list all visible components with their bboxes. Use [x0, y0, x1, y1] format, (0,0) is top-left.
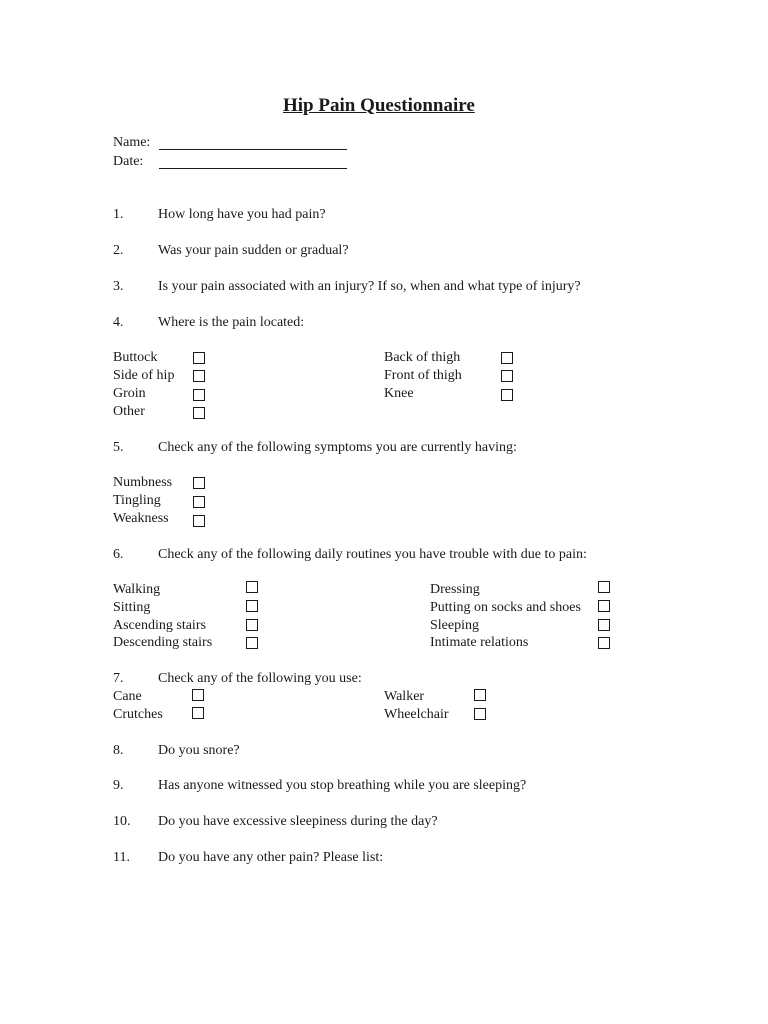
option-label-putting-on-socks-and-shoes: Putting on socks and shoes	[430, 600, 581, 615]
question-11-text: Do you have any other pain? Please list:	[158, 850, 384, 865]
checkbox-walking[interactable]	[246, 581, 258, 593]
option-label-cane: Cane	[113, 689, 142, 704]
option-label-descending-stairs: Descending stairs	[113, 635, 213, 650]
question-8-number: 8.	[113, 743, 124, 758]
checkbox-knee[interactable]	[501, 389, 513, 401]
option-label-weakness: Weakness	[113, 511, 169, 526]
name-field[interactable]	[159, 149, 347, 150]
checkbox-buttock[interactable]	[193, 352, 205, 364]
option-label-intimate-relations: Intimate relations	[430, 635, 529, 650]
checkbox-cane[interactable]	[192, 689, 204, 701]
question-2-number: 2.	[113, 243, 124, 258]
option-label-numbness: Numbness	[113, 475, 173, 490]
option-label-back-of-thigh: Back of thigh	[384, 350, 461, 365]
checkbox-crutches[interactable]	[192, 707, 204, 719]
option-label-dressing: Dressing	[430, 582, 480, 597]
question-5-text: Check any of the following symptoms you are currently having:	[158, 440, 517, 455]
option-label-front-of-thigh: Front of thigh	[384, 368, 462, 383]
question-2-text: Was your pain sudden or gradual?	[158, 243, 349, 258]
question-3-number: 3.	[113, 279, 124, 294]
question-7-number: 7.	[113, 671, 124, 686]
question-8-text: Do you snore?	[158, 743, 240, 758]
question-1-text: How long have you had pain?	[158, 207, 326, 222]
option-label-knee: Knee	[384, 386, 414, 401]
checkbox-walker[interactable]	[474, 689, 486, 701]
checkbox-groin[interactable]	[193, 389, 205, 401]
question-10-text: Do you have excessive sleepiness during the day?	[158, 814, 438, 829]
option-label-side-of-hip: Side of hip	[113, 368, 175, 383]
option-label-buttock: Buttock	[113, 350, 158, 365]
option-label-other: Other	[113, 404, 145, 419]
question-6-text: Check any of the following daily routines you have trouble with due to pain:	[158, 547, 587, 562]
question-1-number: 1.	[113, 207, 124, 222]
checkbox-side-of-hip[interactable]	[193, 370, 205, 382]
option-label-sleeping: Sleeping	[430, 618, 479, 633]
option-label-groin: Groin	[113, 386, 146, 401]
checkbox-weakness[interactable]	[193, 515, 205, 527]
option-label-sitting: Sitting	[113, 600, 151, 615]
checkbox-descending-stairs[interactable]	[246, 637, 258, 649]
question-3-text: Is your pain associated with an injury? If so, when and what type of injury?	[158, 279, 581, 294]
checkbox-sitting[interactable]	[246, 600, 258, 612]
option-label-crutches: Crutches	[113, 707, 163, 722]
option-label-walking: Walking	[113, 582, 161, 597]
checkbox-ascending-stairs[interactable]	[246, 619, 258, 631]
checkbox-dressing[interactable]	[598, 581, 610, 593]
question-6-number: 6.	[113, 547, 124, 562]
date-label: Date:	[113, 154, 144, 169]
checkbox-front-of-thigh[interactable]	[501, 370, 513, 382]
option-label-wheelchair: Wheelchair	[384, 707, 449, 722]
question-4-number: 4.	[113, 315, 124, 330]
checkbox-intimate-relations[interactable]	[598, 637, 610, 649]
option-label-walker: Walker	[384, 689, 425, 704]
question-5-number: 5.	[113, 440, 124, 455]
checkbox-sleeping[interactable]	[598, 619, 610, 631]
checkbox-tingling[interactable]	[193, 496, 205, 508]
checkbox-back-of-thigh[interactable]	[501, 352, 513, 364]
date-field[interactable]	[159, 168, 347, 169]
question-10-number: 10.	[113, 814, 131, 829]
option-label-tingling: Tingling	[113, 493, 161, 508]
checkbox-other[interactable]	[193, 407, 205, 419]
checkbox-numbness[interactable]	[193, 477, 205, 489]
checkbox-wheelchair[interactable]	[474, 708, 486, 720]
question-7-text: Check any of the following you use:	[158, 671, 362, 686]
question-11-number: 11.	[113, 850, 130, 865]
question-9-text: Has anyone witnessed you stop breathing while you are sleeping?	[158, 778, 527, 793]
page-title: Hip Pain Questionnaire	[283, 95, 475, 116]
name-label: Name:	[113, 135, 151, 150]
question-4-text: Where is the pain located:	[158, 315, 305, 330]
question-9-number: 9.	[113, 778, 124, 793]
option-label-ascending-stairs: Ascending stairs	[113, 618, 206, 633]
checkbox-putting-on-socks-and-shoes[interactable]	[598, 600, 610, 612]
